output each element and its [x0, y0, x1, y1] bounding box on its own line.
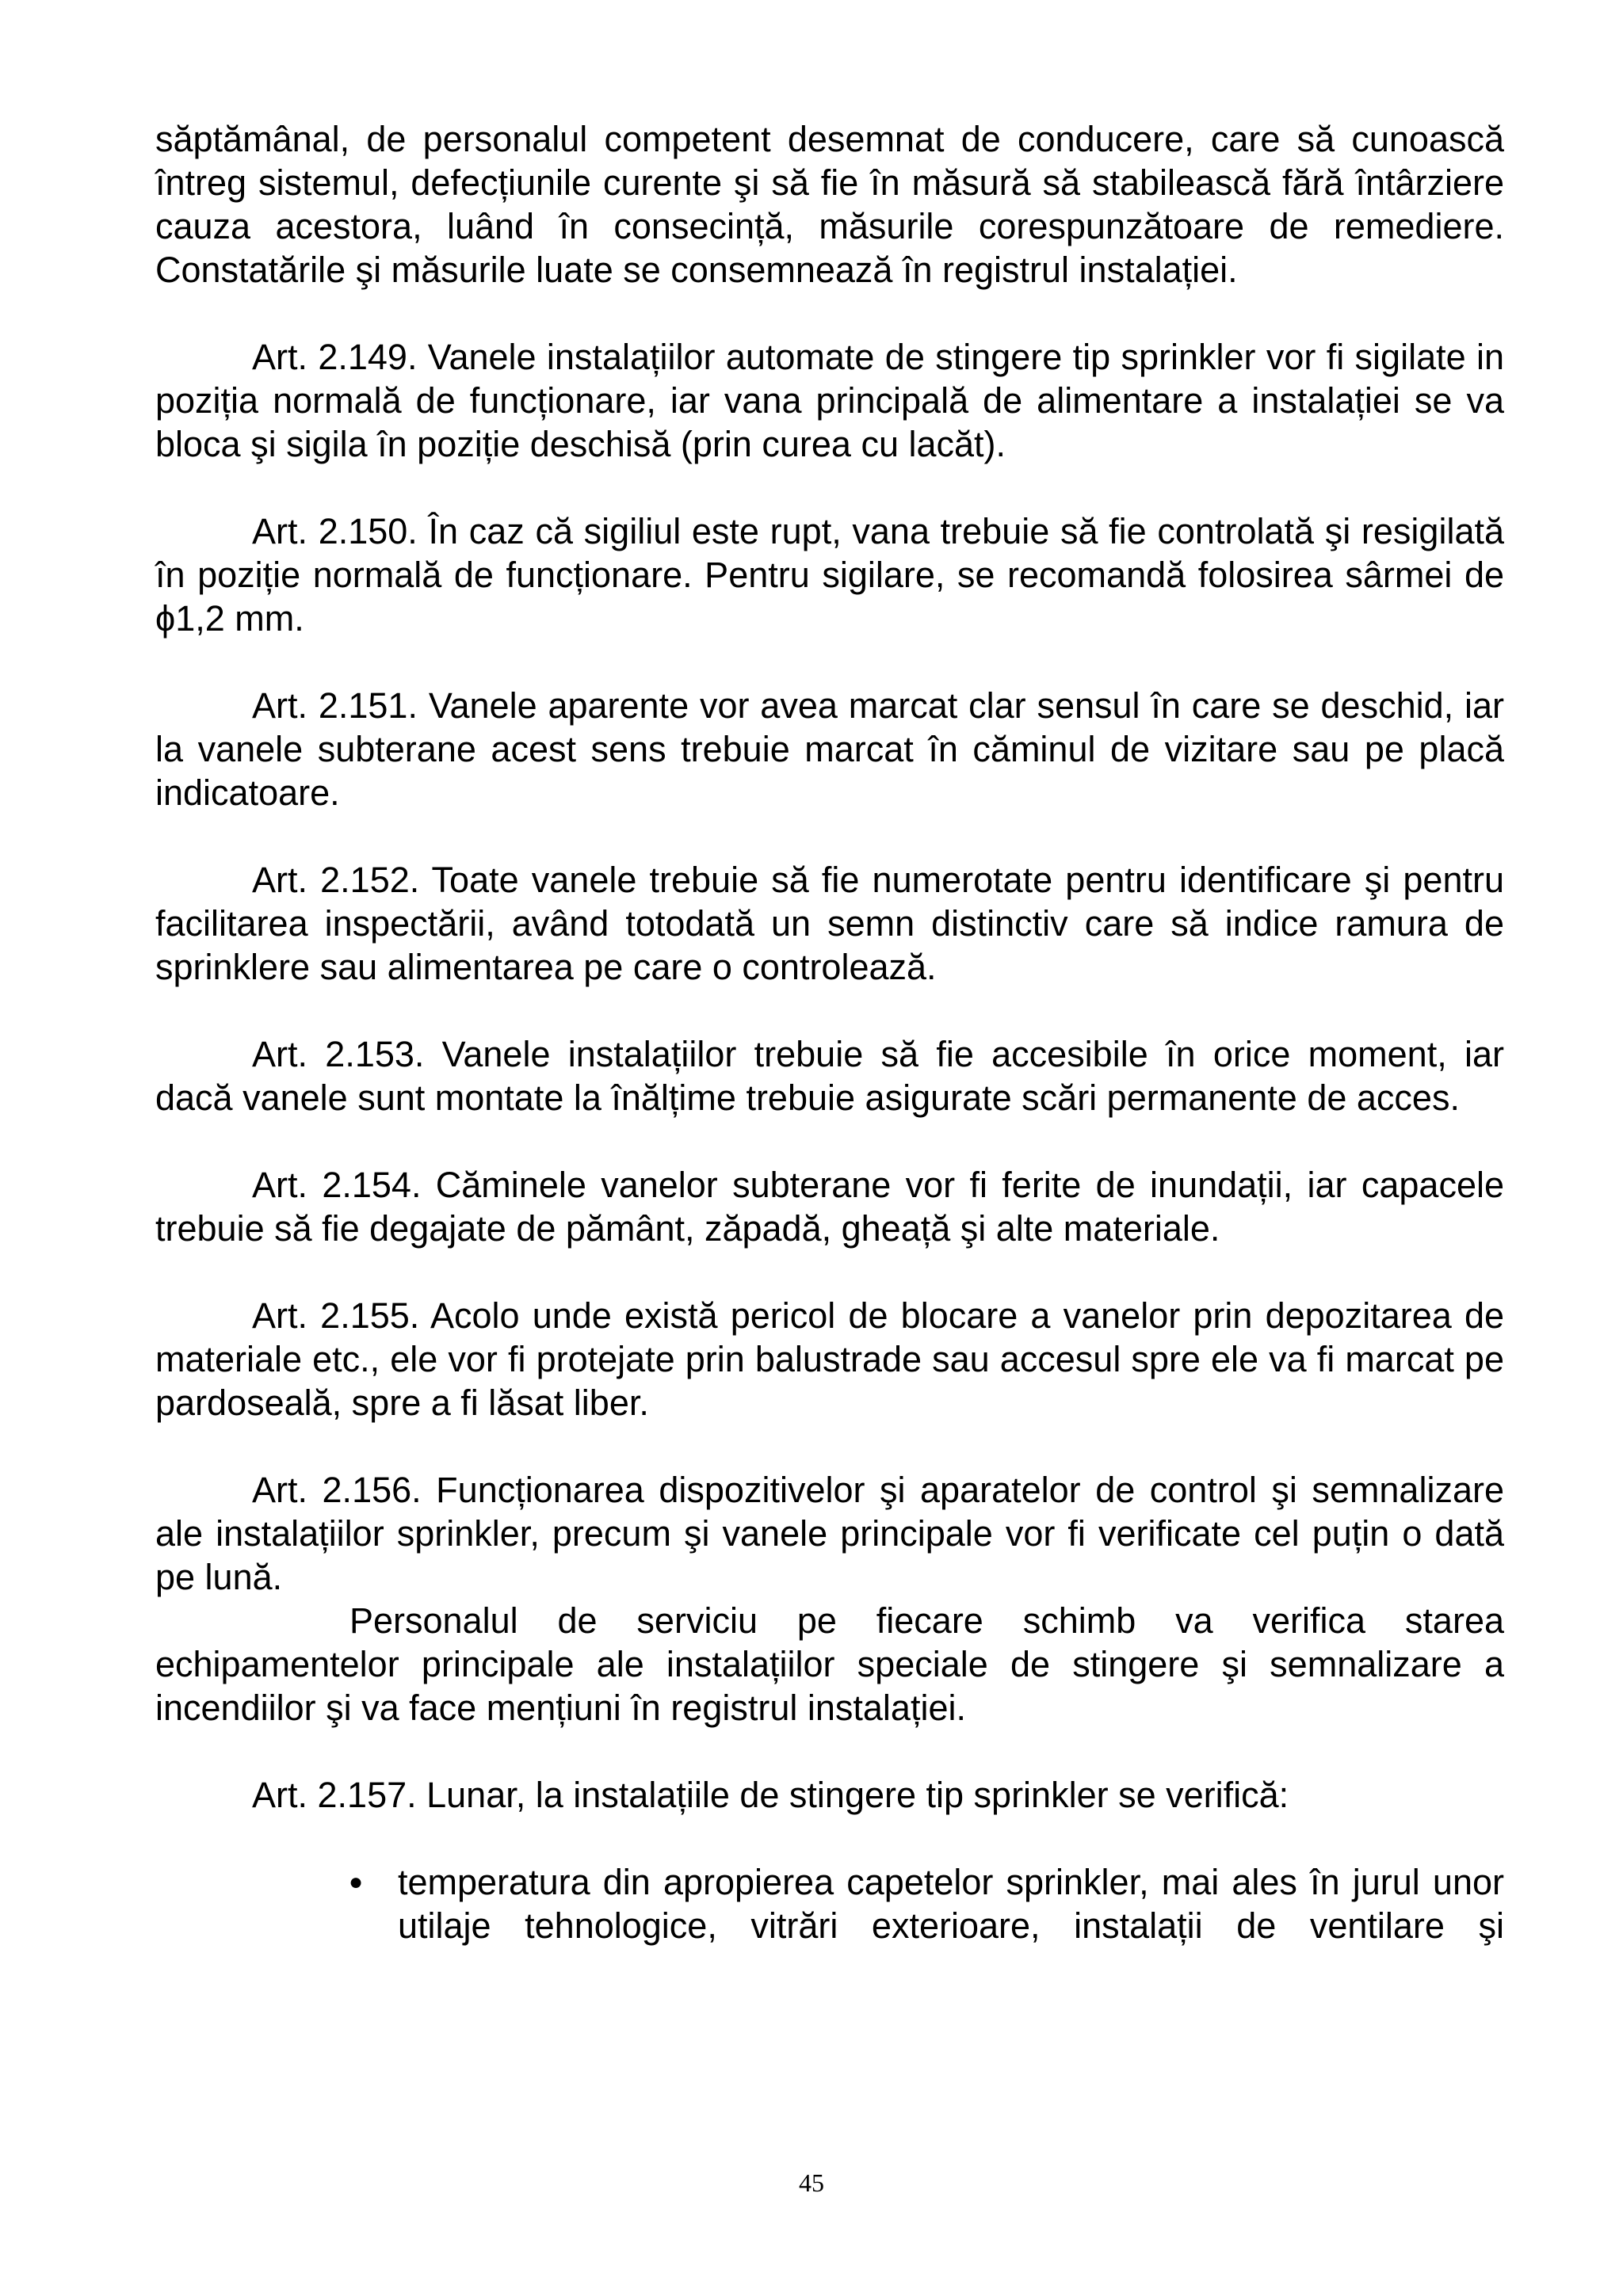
bullet-item — [349, 1860, 1504, 1947]
page-body — [155, 117, 1504, 1947]
article-2-155: Art. 2.155. Acolo unde există pericol de blocare a vanelor prin depozitarea de materiale etc., ele vor fi protejate prin balustrade sau accesul spre ele va fi marcat pe pardoseală, spre a fi lăsat liber. — [155, 1295, 1504, 1423]
article-2-154: Art. 2.154. Căminele vanelor subterane vor fi ferite de inundații, iar capacele trebuie să fie degajate de pământ, zăpadă, gheață şi alte materiale. — [155, 1165, 1504, 1249]
continuation-paragraph: săptămânal, de personalul competent desemnat de conducere, care să cunoască întreg sistemul, defecțiunile curente şi să fie în măsură să stabilească fără întârziere cauza acestora, luând în consecință, măsurile corespunzătoare de remediere. Constatările şi măsurile luate se consemnează în registrul instalației. — [155, 119, 1504, 290]
bullet-dot-icon: ● — [349, 1869, 364, 1895]
article-2-150: Art. 2.150. În caz că sigiliul este rupt, vana trebuie să fie controlată şi resigilată în poziție normală de funcționare. Pentru sigilare, se recomandă folosirea sârmei de ϕ1,2 mm. — [155, 511, 1504, 639]
article-2-157: Art. 2.157. Lunar, la instalațiile de stingere tip sprinkler se verifică: — [252, 1775, 1289, 1815]
article-2-151: Art. 2.151. Vanele aparente vor avea marcat clar sensul în care se deschid, iar la vanele subterane acest sens trebuie marcat în căminul de vizitare sau pe placă indicatoare. — [155, 685, 1504, 813]
article-2-156: Art. 2.156. Funcționarea dispozitivelor şi aparatelor de control şi semnalizare ale instalațiilor sprinkler, precum şi vanele principale vor fi verificate cel puțin o dată pe lună. — [155, 1470, 1504, 1597]
bullet-item-text: temperatura din apropierea capetelor sprinkler, mai ales în jurul unor utilaje tehnologice, vitrări exterioare, instalații de ventilare şi — [398, 1862, 1504, 1946]
article-2-149: Art. 2.149. Vanele instalațiilor automate de stingere tip sprinkler vor fi sigilate in poziția normală de funcționare, iar vana principală de alimentare a instalației se va bloca şi sigila în poziție deschisă (prin curea cu lacăt). — [155, 337, 1504, 464]
article-2-153: Art. 2.153. Vanele instalațiilor trebuie să fie accesibile în orice moment, iar dacă vanele sunt montate la înălțime trebuie asigurate scări permanente de acces. — [155, 1034, 1504, 1118]
article-2-152: Art. 2.152. Toate vanele trebuie să fie numerotate pentru identificare şi pentru facilitarea inspectării, având totodată un semn distinctiv care să indice ramura de sprinklere sau alimentarea pe care o controlează. — [155, 860, 1504, 987]
page-number: 45 — [799, 2168, 824, 2197]
article-2-156-staff-paragraph: Personalul de serviciu pe fiecare schimb va verifica starea echipamentelor principale ale instalațiilor speciale de stingere şi semnalizare a incendiilor şi va face mențiuni în registrul instalației. — [155, 1600, 1504, 1728]
